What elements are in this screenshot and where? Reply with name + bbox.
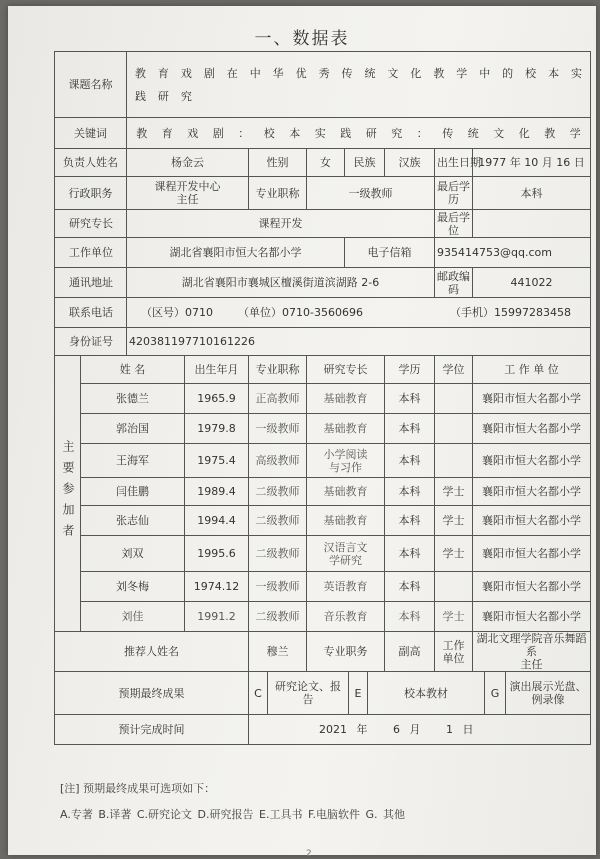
keyword-char: 研 [365, 126, 377, 140]
phone-value [127, 298, 591, 328]
participant-degree [435, 414, 473, 444]
admin-label: 行政职务 [55, 177, 127, 210]
page-number: 2 [306, 849, 312, 859]
participant-name: 刘冬梅 [81, 572, 185, 602]
recommender-unit-label: 工作 单位 [435, 632, 473, 672]
degree-label: 最后学历 [435, 177, 473, 210]
header-spec: 研究专长 [307, 356, 385, 384]
participant-spec: 英语教育 [307, 572, 385, 602]
participant-title: 二级教师 [249, 536, 307, 572]
idcard-value: 420381197710161226 [127, 328, 591, 356]
header-deg: 学位 [435, 356, 473, 384]
work-value: 湖北省襄阳市恒大名都小学 [127, 238, 345, 268]
zip: 441022 [473, 268, 591, 298]
topic-char: 传 [341, 66, 353, 80]
participant-title: 高级教师 [249, 444, 307, 478]
keyword-char: 践 [340, 126, 352, 140]
participant-birth: 1995.6 [185, 536, 249, 572]
address-value: 湖北省襄阳市襄城区檀溪街道滨湖路 2-6 [127, 268, 435, 298]
participant-row [55, 506, 591, 536]
participant-name: 刘佳 [81, 602, 185, 632]
participant-title: 一级教师 [249, 414, 307, 444]
topic-chars [129, 67, 588, 103]
email-label: 电子信箱 [345, 238, 435, 268]
phone-row [55, 298, 591, 328]
keyword-char: 本 [289, 126, 301, 140]
outcome-options-legend: A.专著 B.译著 C.研究论文 D.研究报告 E.工具书 F.电脑软件 G. 其他 [60, 808, 406, 821]
header-edu: 学历 [385, 356, 435, 384]
participant-degree [435, 572, 473, 602]
participant-row [55, 414, 591, 444]
recommender-label: 推荐人姓名 [55, 632, 249, 672]
birth: 1977 年 10 月 16 日 [473, 149, 591, 177]
keyword-char: 化 [518, 126, 530, 140]
topic-char: 中 [479, 66, 491, 80]
participant-unit: 襄阳市恒大名都小学 [473, 536, 591, 572]
outcome-options [249, 672, 591, 715]
birth-label: 出生日期 [435, 149, 473, 177]
participant-spec: 小学阅读 与习作 [307, 444, 385, 478]
keyword-char: 戏 [187, 126, 199, 140]
participant-birth: 1994.4 [185, 506, 249, 536]
keyword-char: 教 [544, 126, 556, 140]
recommender-unit: 湖北文理学院音乐舞蹈系 主任 [473, 632, 591, 672]
leader-name: 杨金云 [127, 149, 249, 177]
topic-char: 统 [364, 66, 376, 80]
outcome-c-letter: C [249, 672, 268, 714]
participant-edu: 本科 [385, 536, 435, 572]
header-birth: 出生年月 [185, 356, 249, 384]
topic-char: 的 [502, 66, 514, 80]
participants-header-row [55, 356, 591, 384]
keywords-row [55, 118, 591, 149]
participants-side-label [55, 356, 81, 632]
topic-char: 优 [295, 66, 307, 80]
admin-value-line1: 课程开发中心 [154, 180, 221, 193]
topic-char: 践 [134, 89, 146, 103]
keywords-label: 关键词 [55, 118, 127, 149]
participant-edu: 本科 [385, 572, 435, 602]
header-name: 姓 名 [81, 356, 185, 384]
ethnicity-label: 民族 [345, 149, 385, 177]
header-title: 专业职称 [249, 356, 307, 384]
completion-label: 预计完成时间 [55, 715, 249, 745]
topic-char: 究 [180, 89, 192, 103]
keyword-char: 剧 [212, 126, 224, 140]
participant-title: 正高教师 [249, 384, 307, 414]
participant-degree: 学士 [435, 602, 473, 632]
research-label: 研究专长 [55, 210, 127, 238]
participant-edu: 本科 [385, 506, 435, 536]
participant-name: 郭治国 [81, 414, 185, 444]
topic-char: 教 [134, 66, 146, 80]
participant-name: 张志仙 [81, 506, 185, 536]
participant-edu: 本科 [385, 478, 435, 506]
participant-degree [435, 384, 473, 414]
gender-label: 性别 [249, 149, 307, 177]
outcome-row [55, 672, 591, 715]
participant-edu: 本科 [385, 602, 435, 632]
recommender-title-label: 专业职务 [307, 632, 385, 672]
participant-degree: 学士 [435, 536, 473, 572]
topic-char: 剧 [203, 66, 215, 80]
participant-birth: 1975.4 [185, 444, 249, 478]
keyword-char: ： [416, 126, 428, 140]
address-row [55, 268, 591, 298]
participant-title: 二级教师 [249, 602, 307, 632]
ethnicity: 汉族 [385, 149, 435, 177]
participant-birth: 1979.8 [185, 414, 249, 444]
topic-char: 化 [410, 66, 422, 80]
participant-spec: 基础教育 [307, 506, 385, 536]
idcard-row [55, 328, 591, 356]
keyword-char: ： [238, 126, 250, 140]
address-label: 通讯地址 [55, 268, 127, 298]
participant-row [55, 384, 591, 414]
participant-row [55, 536, 591, 572]
topic-label: 课题名称 [55, 52, 127, 118]
participant-name: 闫佳鹏 [81, 478, 185, 506]
participant-spec: 基础教育 [307, 478, 385, 506]
gender: 女 [307, 149, 345, 177]
recommender-name: 穆兰 [249, 632, 307, 672]
topic-char: 研 [157, 89, 169, 103]
admin-value-line2: 主任 [176, 193, 199, 206]
outcome-g-text: 演出展示光盘、 例录像 [509, 680, 587, 706]
lastdeg [473, 210, 591, 238]
topic-char: 校 [525, 66, 537, 80]
idcard-label: 身份证号 [55, 328, 127, 356]
data-table [54, 51, 591, 745]
participants-side-text: 主要参加者 [61, 439, 75, 545]
topic-row [55, 52, 591, 118]
participant-title: 一级教师 [249, 572, 307, 602]
participant-unit: 襄阳市恒大名都小学 [473, 384, 591, 414]
participant-birth: 1991.2 [185, 602, 249, 632]
topic-value [127, 52, 591, 118]
admin-row [55, 177, 591, 210]
keywords-value [127, 118, 591, 149]
footnote: [注] 预期最终成果可选项如下： [60, 782, 216, 795]
keywords-chars [129, 127, 588, 140]
participant-spec: 基础教育 [307, 384, 385, 414]
lastdeg-label: 最后学位 [435, 210, 473, 238]
work-row [55, 238, 591, 268]
participant-birth: 1989.4 [185, 478, 249, 506]
participant-edu: 本科 [385, 414, 435, 444]
participant-unit: 襄阳市恒大名都小学 [473, 414, 591, 444]
outcome-g-letter: G [485, 672, 506, 714]
topic-char: 教 [433, 66, 445, 80]
phone-mobile: （手机）15997283458 [449, 306, 571, 319]
participant-title: 二级教师 [249, 478, 307, 506]
leader-row [55, 149, 591, 177]
outcome-e-letter: E [349, 672, 368, 714]
participant-row [55, 478, 591, 506]
admin-title-label: 专业职称 [249, 177, 307, 210]
topic-char: 育 [157, 66, 169, 80]
completion-row [55, 715, 591, 745]
outcome-c-text: 研究论文、报 告 [268, 672, 349, 714]
participant-spec: 汉语言文 学研究 [307, 536, 385, 572]
email: 935414753@qq.com [435, 238, 591, 268]
recommender-title: 副高 [385, 632, 435, 672]
work-label: 工作单位 [55, 238, 127, 268]
outcome-e-text: 校本教材 [368, 672, 485, 714]
keyword-char: 教 [136, 126, 148, 140]
participant-title: 二级教师 [249, 506, 307, 536]
participant-degree: 学士 [435, 478, 473, 506]
participant-unit: 襄阳市恒大名都小学 [473, 444, 591, 478]
topic-char: 华 [272, 66, 284, 80]
participant-row [55, 602, 591, 632]
keyword-char: 育 [161, 126, 173, 140]
keyword-char: 传 [442, 126, 454, 140]
participant-name: 王海军 [81, 444, 185, 478]
keyword-char: 实 [314, 126, 326, 140]
degree: 本科 [473, 177, 591, 210]
keyword-char: 统 [467, 126, 479, 140]
participant-unit: 襄阳市恒大名都小学 [473, 478, 591, 506]
outcome-label: 预期最终成果 [55, 672, 249, 715]
phone-area: （区号）0710 [141, 306, 213, 319]
header-unit: 工 作 单 位 [473, 356, 591, 384]
participant-edu: 本科 [385, 444, 435, 478]
topic-char: 实 [571, 66, 583, 80]
admin-title: 一级教师 [307, 177, 435, 210]
completion-value: 2021 年 6 月 1 日 [249, 715, 591, 745]
participant-birth: 1974.12 [185, 572, 249, 602]
leader-name-label: 负责人姓名 [55, 149, 127, 177]
research-row [55, 210, 591, 238]
keyword-char: 校 [263, 126, 275, 140]
participant-degree: 学士 [435, 506, 473, 536]
participant-row [55, 444, 591, 478]
topic-char: 秀 [318, 66, 330, 80]
research-value: 课程开发 [127, 210, 435, 238]
participant-spec: 音乐教育 [307, 602, 385, 632]
participant-degree [435, 444, 473, 478]
topic-char: 在 [226, 66, 238, 80]
topic-char: 中 [249, 66, 261, 80]
document-page [8, 6, 596, 859]
topic-char: 本 [548, 66, 560, 80]
phone-label: 联系电话 [55, 298, 127, 328]
zip-label: 邮政编码 [435, 268, 473, 298]
phone-unit: （单位）0710-3560696 [238, 306, 363, 319]
topic-char: 戏 [180, 66, 192, 80]
recommender-row [55, 632, 591, 672]
page-title: 一、数据表 [254, 29, 350, 49]
participant-birth: 1965.9 [185, 384, 249, 414]
participant-unit: 襄阳市恒大名都小学 [473, 506, 591, 536]
keyword-char: 究 [391, 126, 403, 140]
participant-spec: 基础教育 [307, 414, 385, 444]
participant-row [55, 572, 591, 602]
participant-unit: 襄阳市恒大名都小学 [473, 602, 591, 632]
participant-name: 刘双 [81, 536, 185, 572]
participant-edu: 本科 [385, 384, 435, 414]
keyword-char: 学 [569, 126, 581, 140]
participant-name: 张德兰 [81, 384, 185, 414]
topic-char: 文 [387, 66, 399, 80]
admin-value [127, 177, 249, 210]
keyword-char: 文 [493, 126, 505, 140]
topic-char: 学 [456, 66, 468, 80]
participant-unit: 襄阳市恒大名都小学 [473, 572, 591, 602]
